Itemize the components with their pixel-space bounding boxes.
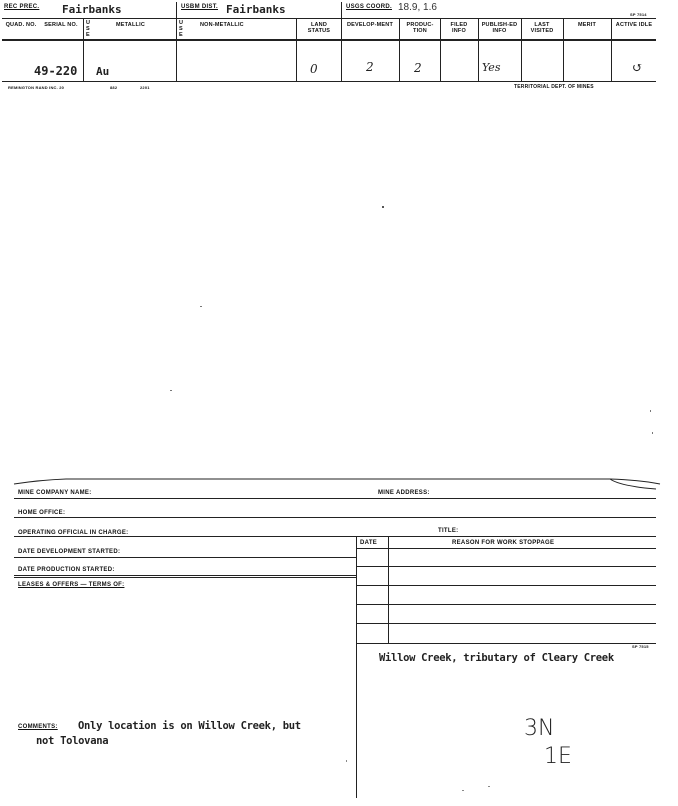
form-number: SP 7514: [630, 12, 647, 17]
col-filed-info: FILED INFO: [450, 22, 468, 34]
scan-speck: [170, 390, 172, 391]
handwritten-township: 3N: [524, 716, 555, 741]
col-land-status: LAND STATUS: [307, 22, 331, 34]
col-merit: MERIT: [577, 22, 597, 28]
date-col-header: DATE: [360, 540, 378, 546]
comments-line-2: not Tolovana: [36, 735, 109, 747]
metallic-value: Au: [96, 65, 110, 78]
scan-speck: [200, 306, 202, 307]
home-office-label: HOME OFFICE:: [18, 510, 66, 516]
col-last-visited: LAST VISITED: [530, 22, 554, 34]
mine-company-name-label: MINE COMPANY NAME:: [18, 490, 92, 496]
active-idle-value: ↺: [632, 61, 643, 76]
department-mark: TERRITORIAL DEPT. OF MINES: [514, 84, 594, 90]
date-production-started-label: DATE PRODUCTION STARTED:: [18, 567, 115, 573]
comments-line-1: Only location is on Willow Creek, but: [78, 720, 301, 732]
operating-official-label: OPERATING OFFICIAL IN CHARGE:: [18, 530, 129, 536]
scan-speck: [652, 432, 653, 434]
production-value: 2: [414, 61, 422, 75]
col-serial-no: SERIAL NO.: [44, 22, 78, 28]
leases-offers-label: LEASES & OFFERS — TERMS OF:: [18, 582, 125, 588]
col-published-info: PUBLISH-ED INFO: [481, 22, 518, 34]
usgs-coord-value: 18.9, 1.6: [398, 2, 437, 13]
location-text: Willow Creek, tributary of Cleary Creek: [379, 652, 614, 664]
comments-label: COMMENTS:: [18, 724, 58, 730]
quad-serial-value: 49-220: [34, 64, 78, 78]
card-edge-curve: [0, 474, 678, 496]
scan-speck: [382, 206, 384, 208]
col-use-code-2: U S E: [179, 20, 184, 38]
scan-speck: [488, 786, 490, 787]
col-non-metallic: NON-METALLIC: [200, 22, 244, 28]
col-metallic: METALLIC: [116, 22, 145, 28]
form-number-2: SP 7515: [632, 644, 649, 649]
printer-code-2: 2201: [140, 85, 150, 90]
col-development: DEVELOP-MENT: [346, 22, 394, 28]
scan-speck: [462, 790, 464, 791]
rec-prec-label: REC PREC.: [4, 4, 40, 10]
usgs-coord-label: USGS COORD.: [346, 4, 392, 10]
col-use-code-1: U S E: [86, 20, 91, 38]
reason-col-header: REASON FOR WORK STOPPAGE: [452, 540, 555, 546]
usbm-dist-value: Fairbanks: [226, 3, 286, 16]
scan-speck: [650, 410, 651, 412]
development-value: 2: [366, 60, 374, 74]
printer-code-1: 882: [110, 85, 118, 90]
land-status-value: 0: [310, 62, 318, 76]
handwritten-range: 1E: [544, 744, 572, 769]
col-quad-no: QUAD. NO.: [5, 22, 37, 28]
usbm-dist-label: USBM DIST.: [181, 4, 219, 10]
title-label: TITLE:: [438, 528, 459, 534]
published-info-value: Yes: [482, 61, 501, 74]
rec-prec-value: Fairbanks: [62, 3, 122, 16]
col-active-idle: ACTIVE IDLE: [615, 22, 653, 28]
col-production: PRODUC-TION: [406, 22, 434, 34]
scan-speck: [346, 760, 347, 762]
date-development-started-label: DATE DEVELOPMENT STARTED:: [18, 549, 121, 555]
mine-address-label: MINE ADDRESS:: [378, 490, 430, 496]
printer-mark: REMINGTON RAND INC. 20: [8, 85, 65, 90]
